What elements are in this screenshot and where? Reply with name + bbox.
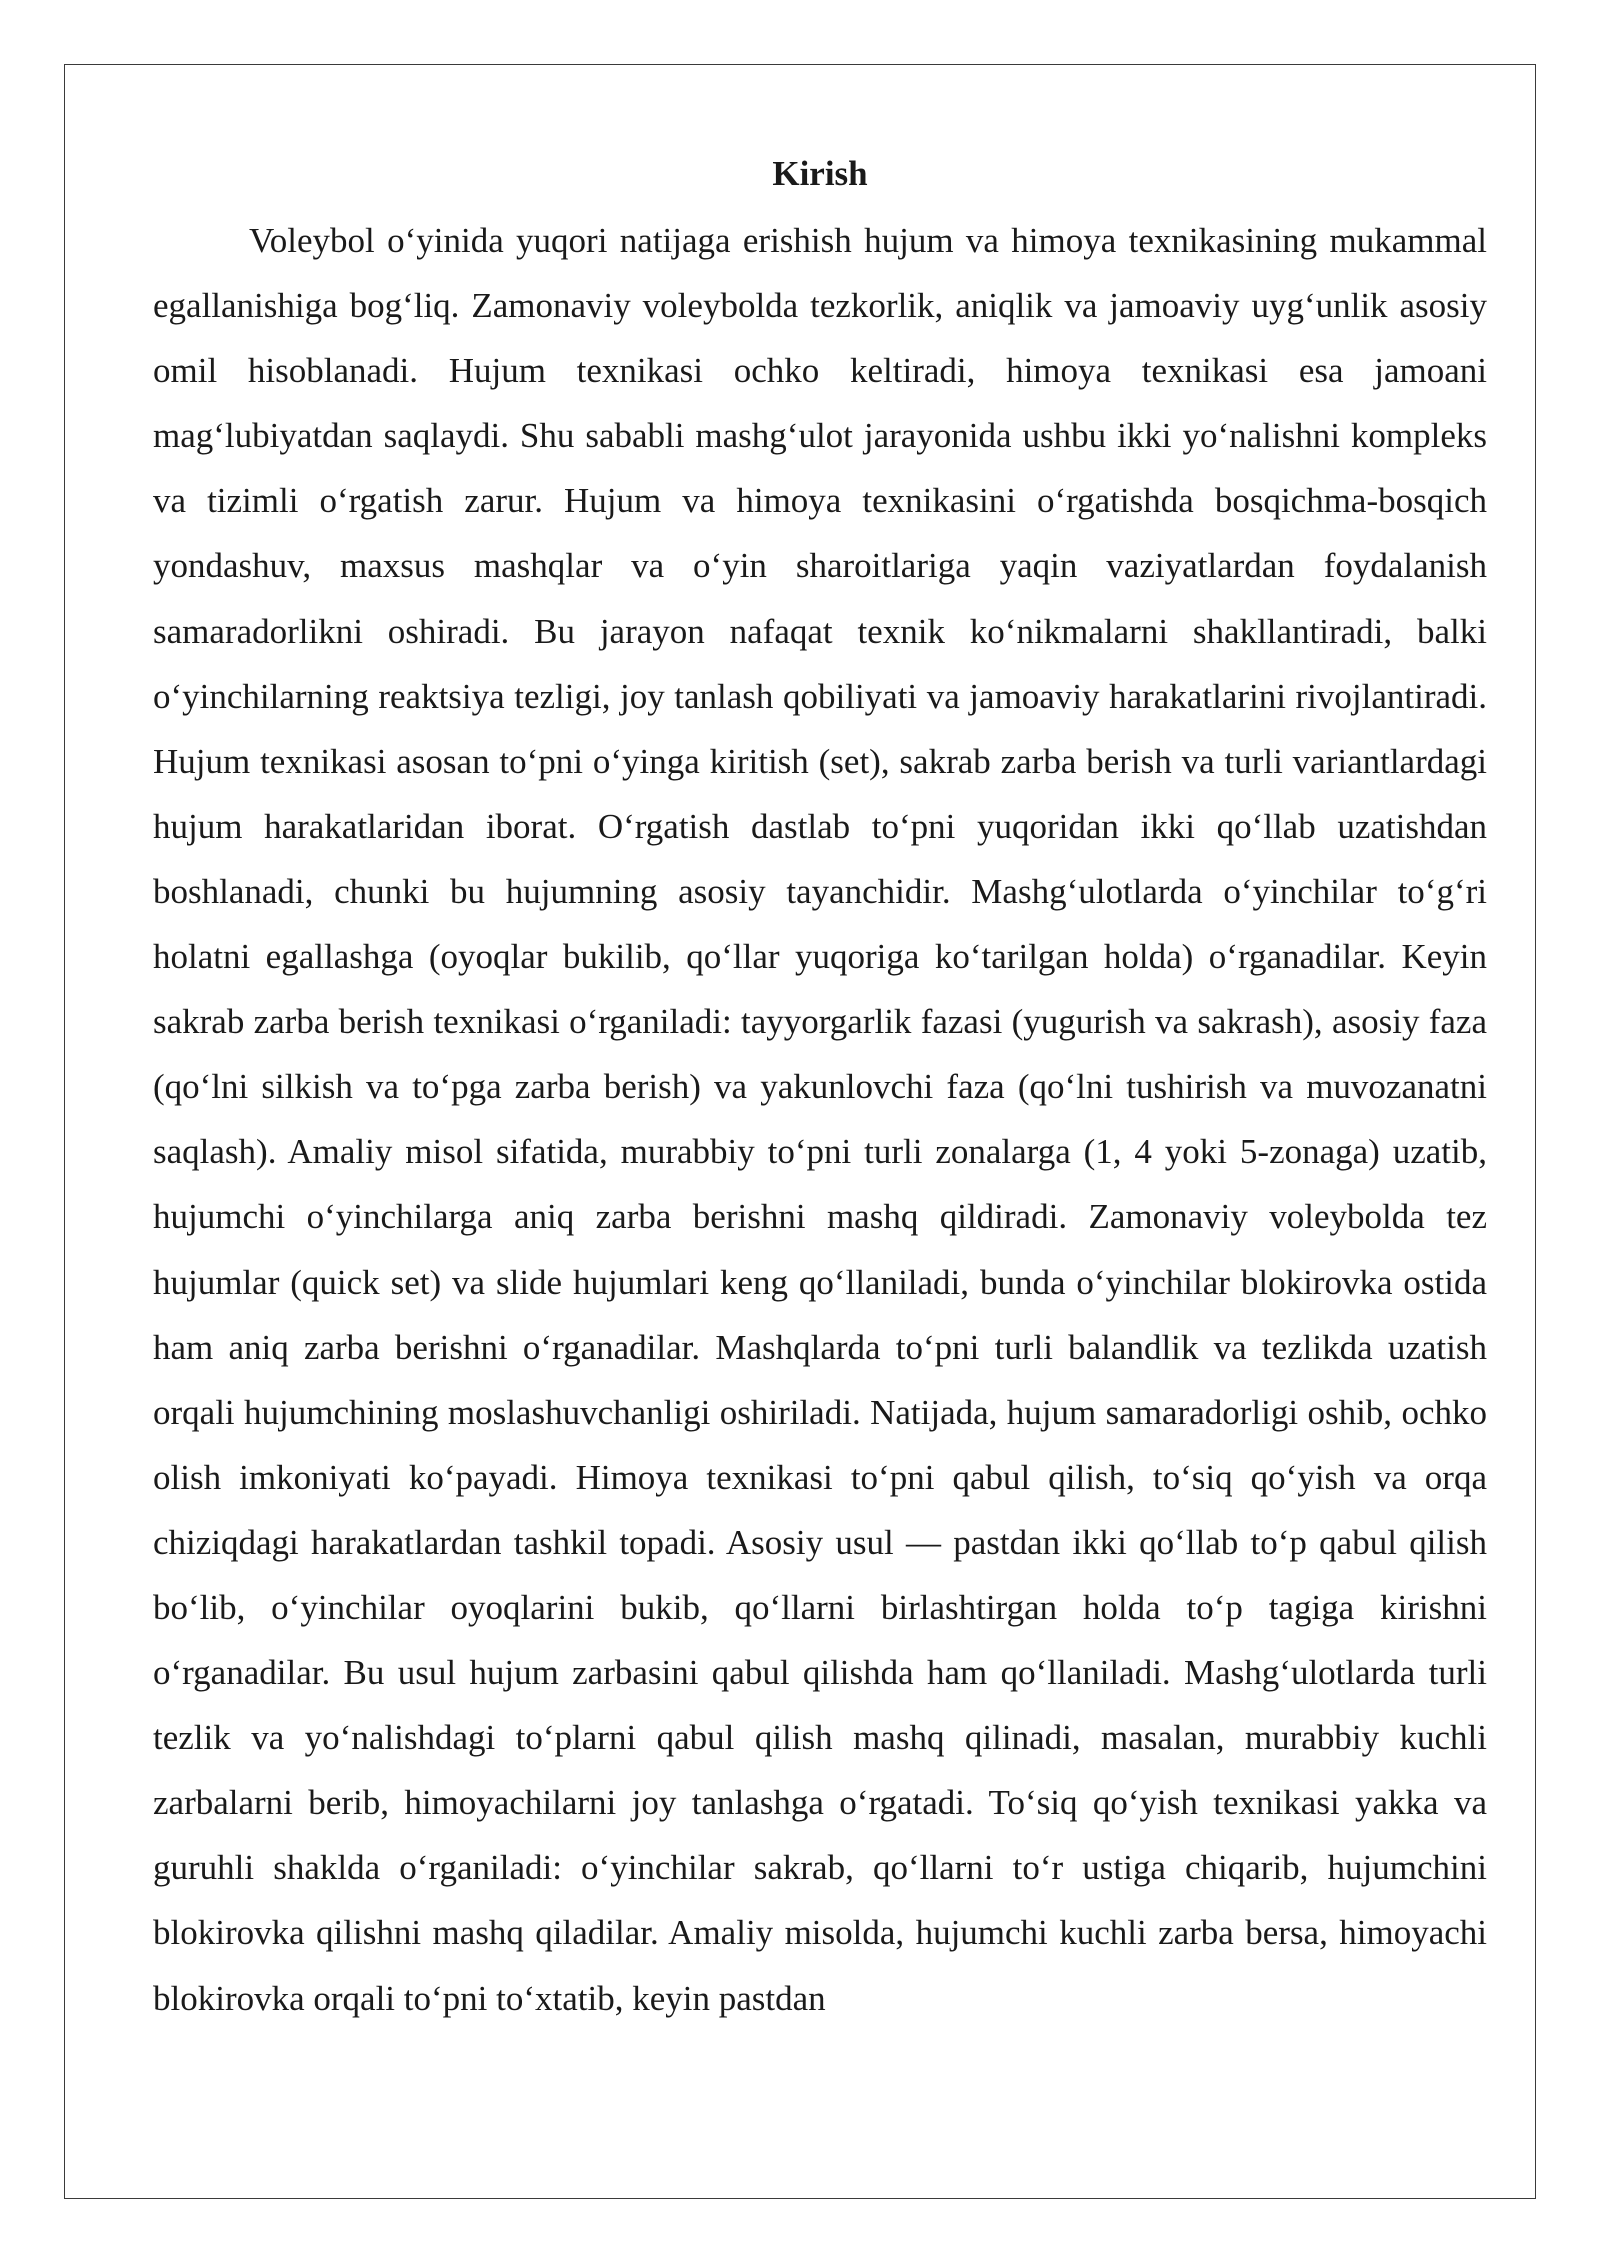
document-title: Kirish bbox=[772, 154, 868, 193]
body-paragraph: Voleybol o‘yinida yuqori natijaga erishish hujum va himoya texnikasining mukammal egallanishiga bog‘liq. Zamonaviy voleybolda tezkorlik, aniqlik va jamoaviy uyg‘unlik asosiy omil hisoblanadi. Hujum texnikasi ochko keltiradi, himoya texnikasi esa jamoani mag‘lubiyatdan saqlaydi. Shu sababli mashg‘ulot jarayonida ushbu ikki yo‘nalishni kompleks va tizimli o‘rgatish zarur. Hujum va himoya texnikasini o‘rgatishda bosqichma-bosqich yondashuv, maxsus mashqlar va o‘yin sharoitlariga yaqin vaziyatlardan foydalanish samaradorlikni oshiradi. Bu jarayon nafaqat texnik ko‘nikmalarni shakllantiradi, balki o‘yinchilarning reaktsiya tezligi, joy tanlash qobiliyati va jamoaviy harakatlarini rivojlantiradi. Hujum texnikasi asosan to‘pni o‘yinga kiritish (set), sakrab zarba berish va turli variantlardagi hujum harakatlaridan iborat. O‘rgatish dastlab to‘pni yuqoridan ikki qo‘llab uzatishdan boshlanadi, chunki bu hujumning asosiy tayanchidir. Mashg‘ulotlarda o‘yinchilar to‘g‘ri holatni egallashga (oyoqlar bukilib, qo‘llar yuqoriga ko‘tarilgan holda) o‘rganadilar. Keyin sakrab zarba berish texnikasi o‘rganiladi: tayyorgarlik fazasi (yugurish va sakrash), asosiy faza (qo‘lni silkish va to‘pga zarba berish) va yakunlovchi faza (qo‘lni tushirish va muvozanatni saqlash). Amaliy misol sifatida, murabbiy to‘pni turli zonalarga (1, 4 yoki 5-zonaga) uzatib, hujumchi o‘yinchilarga aniq zarba berishni mashq qildiradi. Zamonaviy voleybolda tez hujumlar (quick set) va slide hujumlari keng qo‘llaniladi, bunda o‘yinchilar blokirovka ostida ham aniq zarba berishni o‘rganadilar. Mashqlarda to‘pni turli balandlik va tezlikda uzatish orqali hujumchining moslashuvchanligi oshiriladi. Natijada, hujum samaradorligi oshib, ochko olish imkoniyati ko‘payadi. Himoya texnikasi to‘pni qabul qilish, to‘siq qo‘yish va orqa chiziqdagi harakatlardan tashkil topadi. Asosiy usul — pastdan ikki qo‘llab to‘p qabul qilish bo‘lib, o‘yinchilar oyoqlarini bukib, qo‘llarni birlashtirgan holda to‘p tagiga kirishni o‘rganadilar. Bu usul hujum zarbasini qabul qilishda ham qo‘llaniladi. Mashg‘ulotlarda turli tezlik va yo‘nalishdagi to‘plarni qabul qilish mashq qilinadi, masalan, murabbiy kuchli zarbalarni berib, himoyachilarni joy tanlashga o‘rgatadi. To‘siq qo‘yish texnikasi yakka va guruhli shaklda o‘rganiladi: o‘yinchilar sakrab, qo‘llarni to‘r ustiga chiqarib, hujumchini blokirovka qilishni mashq qiladilar. Amaliy misolda, hujumchi kuchli zarba bersa, himoyachi blokirovka orqali to‘pni to‘xtatib, keyin pastdan bbox=[153, 221, 1487, 2018]
document-body bbox=[153, 148, 1487, 2031]
